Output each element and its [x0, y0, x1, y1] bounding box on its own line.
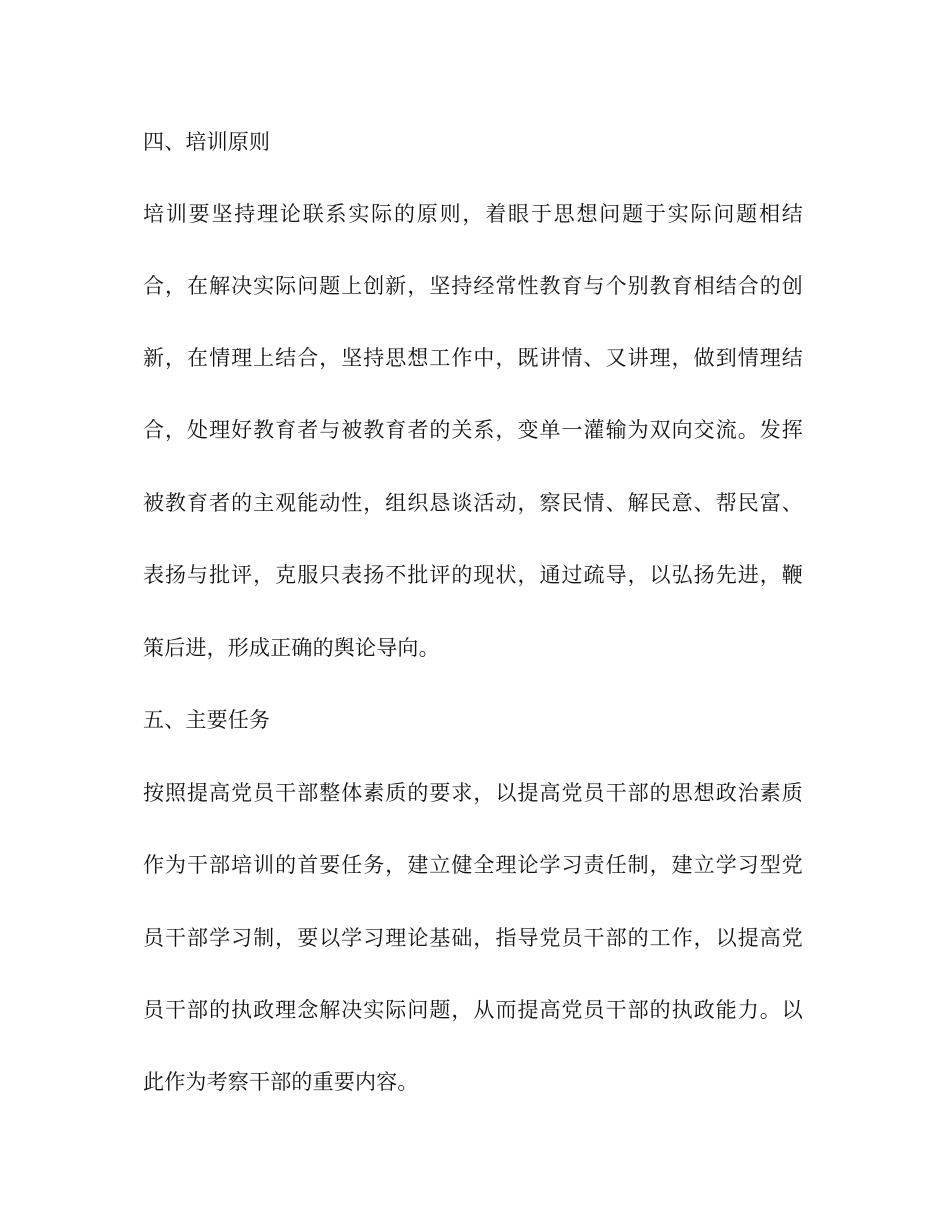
paragraph-line: 策后进，形成正确的舆论导向。 [143, 636, 440, 660]
paragraph-line: 按照提高党员干部整体素质的要求，以提高党员干部的思想政治素质 [143, 781, 803, 805]
paragraph-line: 员干部学习制，要以学习理论基础，指导党员干部的工作，以提高党 [143, 926, 803, 950]
paragraph-line: 合，处理好教育者与被教育者的关系，变单一灌输为双向交流。发挥 [143, 418, 803, 442]
paragraph-line: 作为干部培训的首要任务，建立健全理论学习责任制，建立学习型党 [143, 853, 803, 877]
paragraph-line: 被教育者的主观能动性，组织恳谈活动，察民情、解民意、帮民富、 [143, 491, 803, 515]
paragraph-line: 表扬与批评，克服只表扬不批评的现状，通过疏导，以弘扬先进，鞭 [143, 563, 803, 587]
paragraph-line: 合，在解决实际问题上创新，坚持经常性教育与个别教育相结合的创 [143, 274, 803, 298]
section-heading-training-principles: 四、培训原则 [143, 130, 271, 154]
paragraph-line: 培训要坚持理论联系实际的原则，着眼于思想问题于实际问题相结 [143, 202, 803, 226]
paragraph-line: 此作为考察干部的重要内容。 [143, 1070, 419, 1094]
paragraph-line: 新，在情理上结合，坚持思想工作中，既讲情、又讲理，做到情理结 [143, 346, 803, 370]
paragraph-line: 员干部的执政理念解决实际问题，从而提高党员干部的执政能力。以 [143, 998, 803, 1022]
section-heading-main-tasks: 五、主要任务 [143, 708, 271, 732]
